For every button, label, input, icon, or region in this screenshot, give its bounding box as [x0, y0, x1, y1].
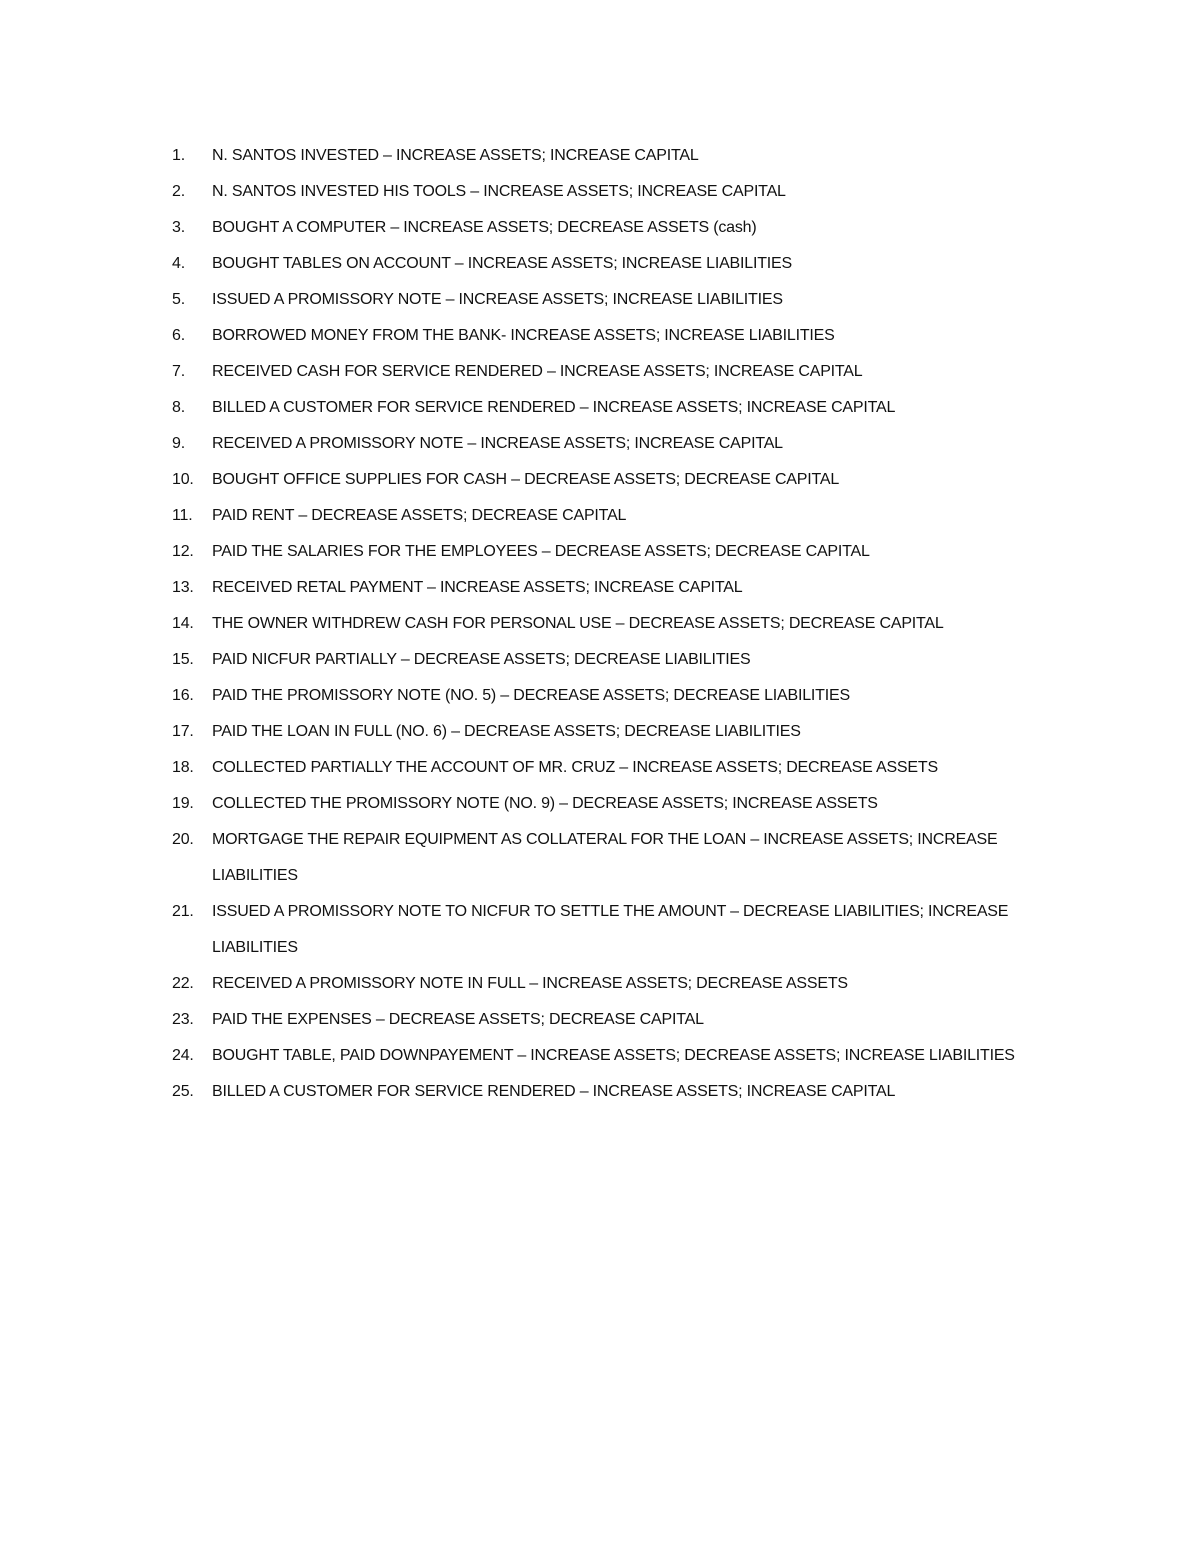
list-item	[172, 714, 1052, 750]
item-text: RECEIVED A PROMISSORY NOTE IN FULL – INCREASE ASSETS; DECREASE ASSETS	[212, 975, 848, 992]
item-text: MORTGAGE THE REPAIR EQUIPMENT AS COLLATERAL FOR THE LOAN – INCREASE ASSETS; INCREASE LIABILITIES	[212, 831, 998, 884]
list-item	[172, 426, 1052, 462]
item-number: 2.	[172, 183, 185, 200]
list-item	[172, 678, 1052, 714]
item-text: BOUGHT TABLES ON ACCOUNT – INCREASE ASSETS; INCREASE LIABILITIES	[212, 255, 792, 272]
item-text: ISSUED A PROMISSORY NOTE TO NICFUR TO SETTLE THE AMOUNT – DECREASE LIABILITIES; INCREASE LIABILITIES	[212, 903, 1009, 956]
item-text: BOUGHT TABLE, PAID DOWNPAYEMENT – INCREASE ASSETS; DECREASE ASSETS; INCREASE LIABILITIES	[212, 1047, 1015, 1064]
list-item	[172, 750, 1052, 786]
list-item	[172, 894, 1052, 966]
item-number: 9.	[172, 435, 185, 452]
item-number: 6.	[172, 327, 185, 344]
list-item	[172, 498, 1052, 534]
item-text: ISSUED A PROMISSORY NOTE – INCREASE ASSETS; INCREASE LIABILITIES	[212, 291, 783, 308]
item-number: 7.	[172, 363, 185, 380]
item-text: PAID THE PROMISSORY NOTE (NO. 5) – DECREASE ASSETS; DECREASE LIABILITIES	[212, 687, 850, 704]
item-text: BORROWED MONEY FROM THE BANK- INCREASE ASSETS; INCREASE LIABILITIES	[212, 327, 835, 344]
item-text: N. SANTOS INVESTED HIS TOOLS – INCREASE ASSETS; INCREASE CAPITAL	[212, 183, 786, 200]
transaction-list	[172, 138, 1052, 1110]
item-number: 20.	[172, 831, 194, 848]
list-item	[172, 606, 1052, 642]
list-item	[172, 462, 1052, 498]
item-number: 16.	[172, 687, 194, 704]
item-number: 17.	[172, 723, 194, 740]
list-item	[172, 534, 1052, 570]
list-item	[172, 282, 1052, 318]
item-number: 24.	[172, 1047, 194, 1064]
item-number: 10.	[172, 471, 194, 488]
item-number: 3.	[172, 219, 185, 236]
item-text: COLLECTED THE PROMISSORY NOTE (NO. 9) – DECREASE ASSETS; INCREASE ASSETS	[212, 795, 878, 812]
item-text: THE OWNER WITHDREW CASH FOR PERSONAL USE – DECREASE ASSETS; DECREASE CAPITAL	[212, 615, 944, 632]
list-item	[172, 642, 1052, 678]
item-number: 12.	[172, 543, 194, 560]
item-number: 22.	[172, 975, 194, 992]
list-item	[172, 1038, 1052, 1074]
item-text: BILLED A CUSTOMER FOR SERVICE RENDERED – INCREASE ASSETS; INCREASE CAPITAL	[212, 1083, 896, 1100]
item-text: PAID THE LOAN IN FULL (NO. 6) – DECREASE ASSETS; DECREASE LIABILITIES	[212, 723, 801, 740]
item-text: COLLECTED PARTIALLY THE ACCOUNT OF MR. CRUZ – INCREASE ASSETS; DECREASE ASSETS	[212, 759, 938, 776]
item-number: 1.	[172, 147, 185, 164]
list-item	[172, 570, 1052, 606]
item-text: RECEIVED RETAL PAYMENT – INCREASE ASSETS; INCREASE CAPITAL	[212, 579, 743, 596]
item-text: PAID THE SALARIES FOR THE EMPLOYEES – DECREASE ASSETS; DECREASE CAPITAL	[212, 543, 870, 560]
list-item	[172, 1002, 1052, 1038]
list-item	[172, 390, 1052, 426]
item-number: 19.	[172, 795, 194, 812]
item-number: 18.	[172, 759, 194, 776]
item-text: PAID NICFUR PARTIALLY – DECREASE ASSETS; DECREASE LIABILITIES	[212, 651, 751, 668]
item-number: 4.	[172, 255, 185, 272]
item-text: BILLED A CUSTOMER FOR SERVICE RENDERED – INCREASE ASSETS; INCREASE CAPITAL	[212, 399, 896, 416]
list-item	[172, 246, 1052, 282]
item-number: 5.	[172, 291, 185, 308]
list-item	[172, 1074, 1052, 1110]
item-text: N. SANTOS INVESTED – INCREASE ASSETS; INCREASE CAPITAL	[212, 147, 699, 164]
list-item	[172, 966, 1052, 1002]
list-item	[172, 786, 1052, 822]
list-item	[172, 354, 1052, 390]
list-item	[172, 210, 1052, 246]
item-number: 13.	[172, 579, 194, 596]
item-text: RECEIVED A PROMISSORY NOTE – INCREASE ASSETS; INCREASE CAPITAL	[212, 435, 783, 452]
item-number: 11.	[172, 507, 193, 524]
list-item	[172, 138, 1052, 174]
item-number: 15.	[172, 651, 194, 668]
list-item	[172, 822, 1052, 894]
item-number: 25.	[172, 1083, 194, 1100]
item-number: 8.	[172, 399, 185, 416]
item-number: 23.	[172, 1011, 194, 1028]
item-number: 14.	[172, 615, 194, 632]
list-item	[172, 174, 1052, 210]
item-text: PAID RENT – DECREASE ASSETS; DECREASE CAPITAL	[212, 507, 627, 524]
item-number: 21.	[172, 903, 194, 920]
item-text: RECEIVED CASH FOR SERVICE RENDERED – INCREASE ASSETS; INCREASE CAPITAL	[212, 363, 863, 380]
item-text: BOUGHT A COMPUTER – INCREASE ASSETS; DECREASE ASSETS (cash)	[212, 219, 757, 236]
list-item	[172, 318, 1052, 354]
item-text: BOUGHT OFFICE SUPPLIES FOR CASH – DECREASE ASSETS; DECREASE CAPITAL	[212, 471, 840, 488]
item-text: PAID THE EXPENSES – DECREASE ASSETS; DECREASE CAPITAL	[212, 1011, 704, 1028]
